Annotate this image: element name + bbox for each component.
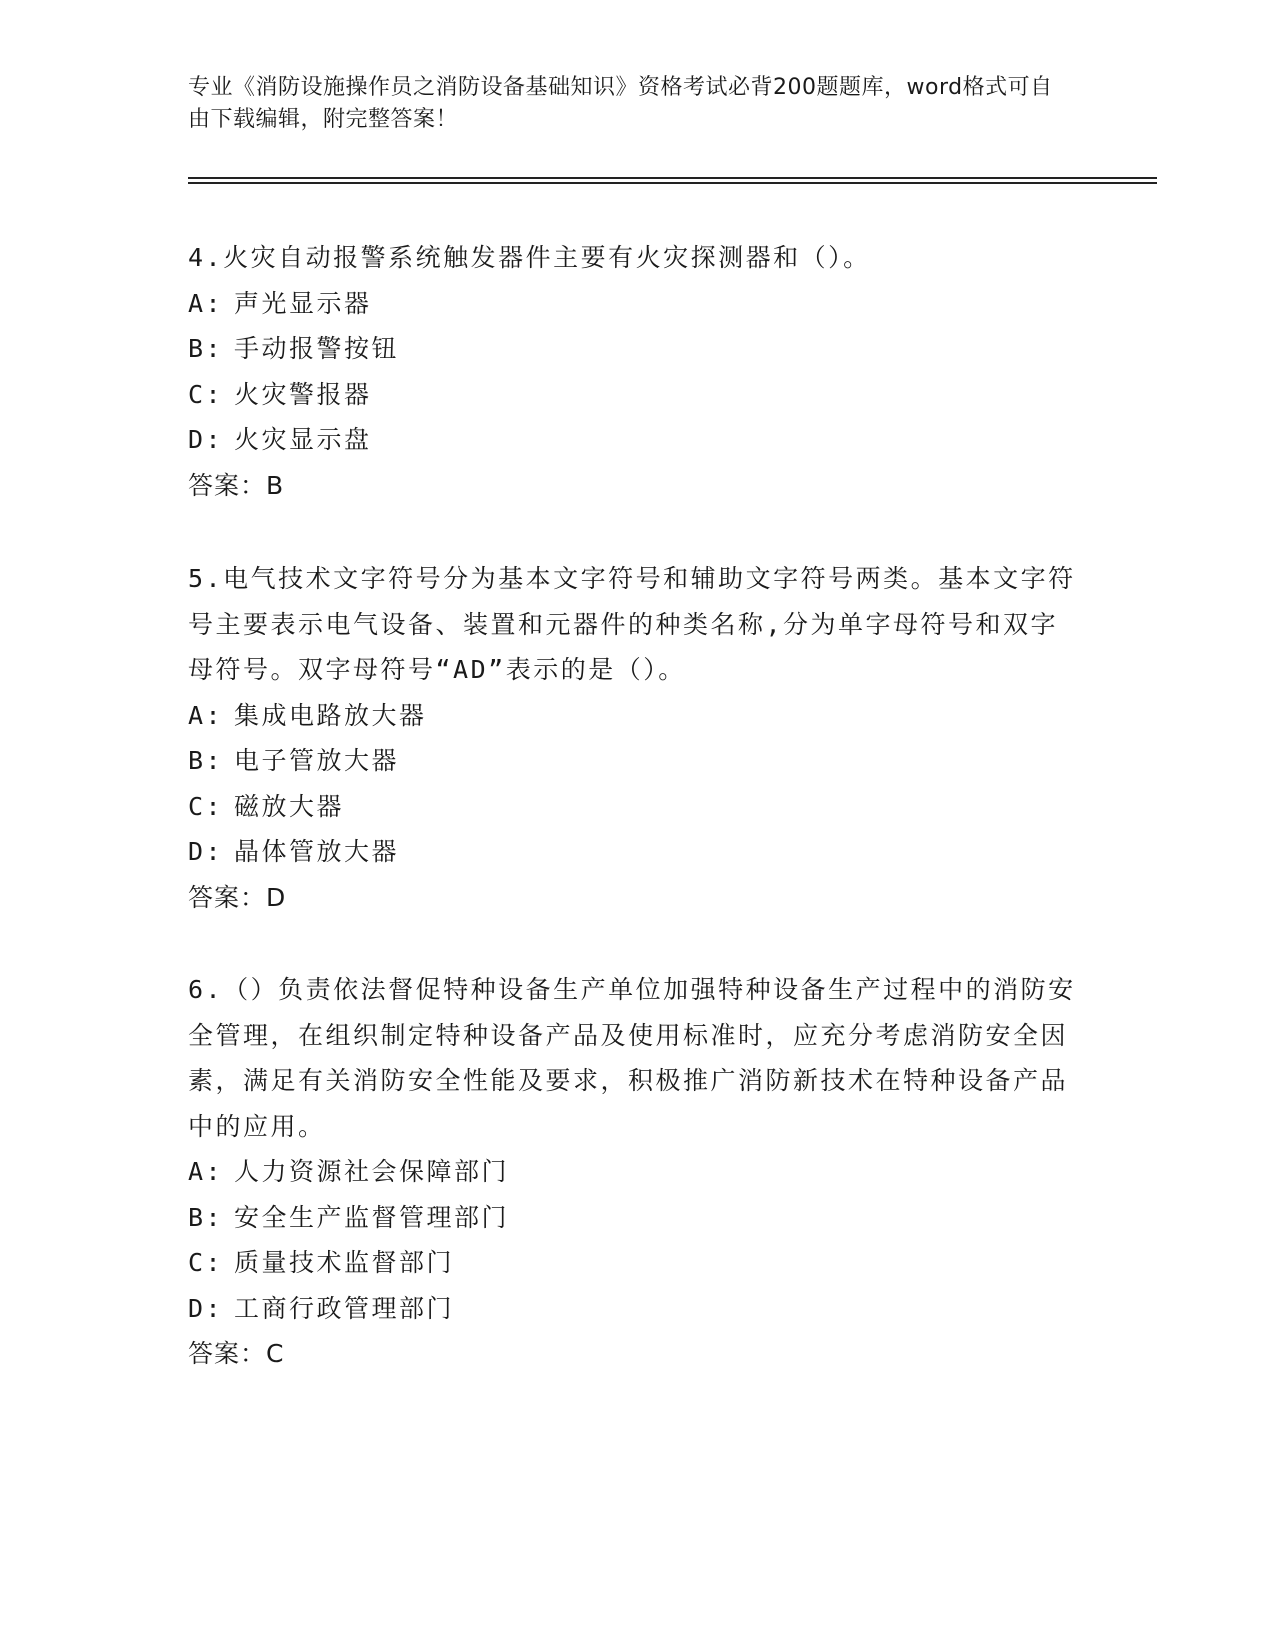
- option-text: 火灾显示盘: [234, 425, 372, 454]
- option-a: [188, 693, 1078, 739]
- option-d: [188, 417, 1078, 463]
- option-key: B:: [188, 1202, 224, 1232]
- question-6: [188, 967, 1078, 1377]
- option-b: [188, 1195, 1078, 1241]
- option-text: 手动报警按钮: [234, 334, 400, 363]
- question-4: [188, 235, 1078, 508]
- option-text: 安全生产监督管理部门: [234, 1202, 510, 1232]
- question-stem: 4.火灾自动报警系统触发器件主要有火灾探测器和（）。: [188, 243, 871, 272]
- answer-line: 答案：C: [188, 1339, 285, 1368]
- option-key: D:: [188, 425, 224, 454]
- option-key: A:: [188, 1157, 224, 1186]
- option-text: 集成电路放大器: [234, 700, 427, 730]
- option-text: 质量技术监督部门: [234, 1248, 455, 1277]
- header-divider-top: [188, 177, 1157, 179]
- option-b: [188, 738, 1078, 784]
- document-header: 专业《消防设施操作员之消防设备基础知识》资格考试必背200题题库，word格式可自由下载编辑，附完整答案！: [188, 75, 1053, 132]
- option-a: [188, 1149, 1078, 1195]
- option-key: D:: [188, 1293, 224, 1323]
- question-stem: 5.电气技术文字符号分为基本文字符号和辅助文字符号两类。基本文字符号主要表示电气设备、装置和元器件的种类名称,分为单字母符号和双字母符号。双字母符号“AD”表示的是（）。: [188, 564, 1076, 684]
- answer-line: 答案：D: [188, 882, 287, 912]
- option-c: [188, 784, 1078, 830]
- option-key: A:: [188, 700, 224, 730]
- option-text: 磁放大器: [234, 791, 345, 821]
- option-key: B:: [188, 334, 224, 363]
- option-key: C:: [188, 1248, 224, 1277]
- option-text: 工商行政管理部门: [234, 1293, 455, 1323]
- option-key: C:: [188, 379, 224, 409]
- option-d: [188, 1286, 1078, 1332]
- option-text: 火灾警报器: [234, 379, 372, 409]
- option-b: [188, 326, 1078, 372]
- option-d: [188, 829, 1078, 875]
- option-key: D:: [188, 837, 224, 866]
- option-text: 电子管放大器: [234, 746, 400, 775]
- option-key: B:: [188, 746, 224, 775]
- option-a: [188, 281, 1078, 327]
- option-key: A:: [188, 288, 224, 318]
- option-text: 晶体管放大器: [234, 837, 400, 866]
- option-text: 声光显示器: [234, 288, 372, 318]
- option-c: [188, 372, 1078, 418]
- question-stem: 6.（）负责依法督促特种设备生产单位加强特种设备生产过程中的消防安全管理，在组织制定特种设备产品及使用标准时，应充分考虑消防安全因素，满足有关消防安全性能及要求，积极推广消防新技术在特种设备产品中的应用。: [188, 975, 1076, 1141]
- header-divider-bottom: [188, 182, 1157, 184]
- option-c: [188, 1240, 1078, 1286]
- option-key: C:: [188, 791, 224, 821]
- answer-line: 答案：B: [188, 470, 285, 500]
- option-text: 人力资源社会保障部门: [234, 1157, 510, 1186]
- question-5: [188, 556, 1078, 920]
